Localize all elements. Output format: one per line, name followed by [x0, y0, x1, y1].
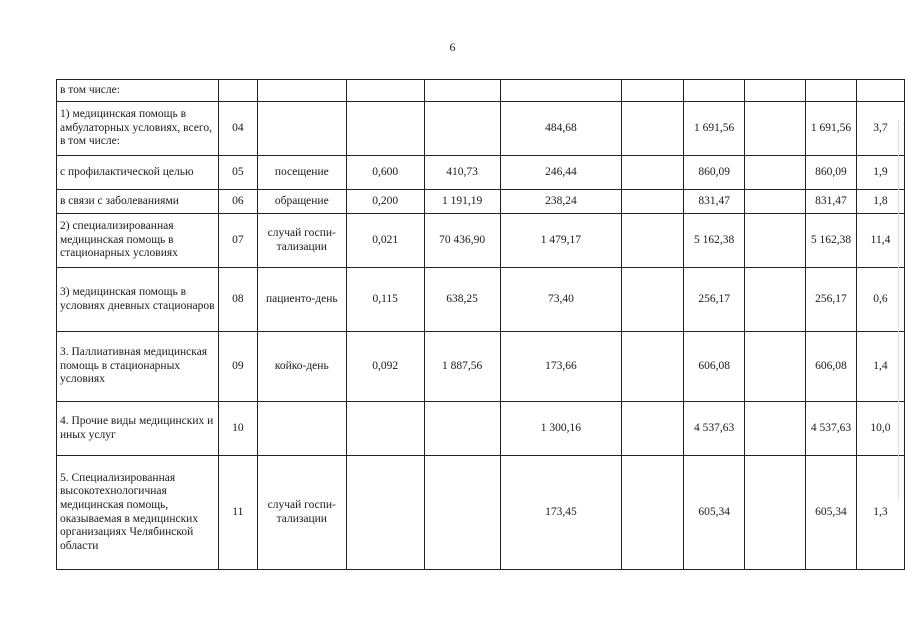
row-cost: 638,25 — [424, 268, 500, 332]
row-cost — [424, 102, 500, 156]
table-row — [57, 268, 905, 332]
row-cost: 70 436,90 — [424, 214, 500, 268]
row-name: 4. Прочие виды медицинских и иных услуг — [57, 402, 219, 456]
row-unit: случай госпи-тализации — [257, 456, 346, 570]
row-col-b: 605,34 — [684, 456, 745, 570]
table-row — [57, 190, 905, 214]
row-percent: 1,3 — [856, 456, 904, 570]
row-col-c — [745, 268, 806, 332]
row-per-capita: 173,45 — [500, 456, 622, 570]
row-col-c — [745, 214, 806, 268]
row-name: 3. Паллиативная медицинская помощь в стационарных условиях — [57, 332, 219, 402]
row-col-d: 860,09 — [805, 156, 856, 190]
table-row — [57, 332, 905, 402]
row-cost: 1 191,19 — [424, 190, 500, 214]
row-col-b: 860,09 — [684, 156, 745, 190]
row-unit — [257, 80, 346, 102]
row-per-capita — [500, 80, 622, 102]
row-col-c — [745, 332, 806, 402]
row-per-capita: 246,44 — [500, 156, 622, 190]
table-row — [57, 214, 905, 268]
row-per-capita: 173,66 — [500, 332, 622, 402]
scan-edge-marks — [898, 120, 901, 500]
row-per-capita: 73,40 — [500, 268, 622, 332]
row-per-capita: 238,24 — [500, 190, 622, 214]
row-name: в связи с заболеваниями — [57, 190, 219, 214]
table-row — [57, 456, 905, 570]
row-norm: 0,600 — [346, 156, 424, 190]
row-percent: 1,4 — [856, 332, 904, 402]
financing-table — [56, 79, 905, 570]
row-unit — [257, 402, 346, 456]
row-code: 04 — [218, 102, 257, 156]
row-col-d: 5 162,38 — [805, 214, 856, 268]
row-col-a — [622, 156, 684, 190]
row-cost: 410,73 — [424, 156, 500, 190]
page-number: 6 — [449, 40, 456, 54]
row-col-b: 5 162,38 — [684, 214, 745, 268]
row-col-d — [805, 80, 856, 102]
row-col-b: 4 537,63 — [684, 402, 745, 456]
row-unit: посещение — [257, 156, 346, 190]
row-name: 2) специализированная медицинская помощь в стационарных условиях — [57, 214, 219, 268]
row-per-capita: 1 479,17 — [500, 214, 622, 268]
row-norm: 0,115 — [346, 268, 424, 332]
row-col-a — [622, 332, 684, 402]
row-percent: 10,0 — [856, 402, 904, 456]
row-unit: случай госпи-тализации — [257, 214, 346, 268]
row-col-c — [745, 80, 806, 102]
row-col-d: 831,47 — [805, 190, 856, 214]
row-name: 1) медицинская помощь в амбулаторных условиях, всего, в том числе: — [57, 102, 219, 156]
row-unit: койко-день — [257, 332, 346, 402]
row-col-a — [622, 268, 684, 332]
row-percent: 0,6 — [856, 268, 904, 332]
row-percent: 1,9 — [856, 156, 904, 190]
row-norm: 0,021 — [346, 214, 424, 268]
row-col-b: 256,17 — [684, 268, 745, 332]
row-col-a — [622, 402, 684, 456]
row-percent — [856, 80, 904, 102]
row-norm — [346, 402, 424, 456]
row-name: 3) медицинская помощь в условиях дневных стационаров — [57, 268, 219, 332]
row-col-c — [745, 456, 806, 570]
row-code: 06 — [218, 190, 257, 214]
row-norm: 0,092 — [346, 332, 424, 402]
row-norm: 0,200 — [346, 190, 424, 214]
row-per-capita: 484,68 — [500, 102, 622, 156]
row-col-b — [684, 80, 745, 102]
row-col-a — [622, 190, 684, 214]
table-row — [57, 80, 905, 102]
row-col-d: 4 537,63 — [805, 402, 856, 456]
row-code: 09 — [218, 332, 257, 402]
row-unit — [257, 102, 346, 156]
row-code: 05 — [218, 156, 257, 190]
row-cost: 1 887,56 — [424, 332, 500, 402]
row-col-a — [622, 102, 684, 156]
row-name: с профилактической целью — [57, 156, 219, 190]
row-col-a — [622, 456, 684, 570]
row-col-b: 606,08 — [684, 332, 745, 402]
row-percent: 11,4 — [856, 214, 904, 268]
row-col-c — [745, 156, 806, 190]
row-col-c — [745, 102, 806, 156]
row-cost — [424, 80, 500, 102]
table-row — [57, 402, 905, 456]
row-cost — [424, 456, 500, 570]
row-code — [218, 80, 257, 102]
row-col-d: 605,34 — [805, 456, 856, 570]
row-code: 10 — [218, 402, 257, 456]
row-norm — [346, 456, 424, 570]
row-name: 5. Специализированная высокотехнологичная медицинская помощь, оказываемая в медицинских организациях Челябинской области — [57, 456, 219, 570]
row-col-a — [622, 214, 684, 268]
row-unit: пациенто-день — [257, 268, 346, 332]
row-name: в том числе: — [57, 80, 219, 102]
row-norm — [346, 80, 424, 102]
row-code: 11 — [218, 456, 257, 570]
row-unit: обращение — [257, 190, 346, 214]
row-col-d: 256,17 — [805, 268, 856, 332]
table-row — [57, 102, 905, 156]
row-percent: 3,7 — [856, 102, 904, 156]
row-col-c — [745, 190, 806, 214]
row-col-b: 1 691,56 — [684, 102, 745, 156]
row-col-d: 606,08 — [805, 332, 856, 402]
row-percent: 1,8 — [856, 190, 904, 214]
row-norm — [346, 102, 424, 156]
row-code: 08 — [218, 268, 257, 332]
row-code: 07 — [218, 214, 257, 268]
row-col-c — [745, 402, 806, 456]
row-col-a — [622, 80, 684, 102]
row-col-d: 1 691,56 — [805, 102, 856, 156]
row-per-capita: 1 300,16 — [500, 402, 622, 456]
row-cost — [424, 402, 500, 456]
row-col-b: 831,47 — [684, 190, 745, 214]
table-row — [57, 156, 905, 190]
